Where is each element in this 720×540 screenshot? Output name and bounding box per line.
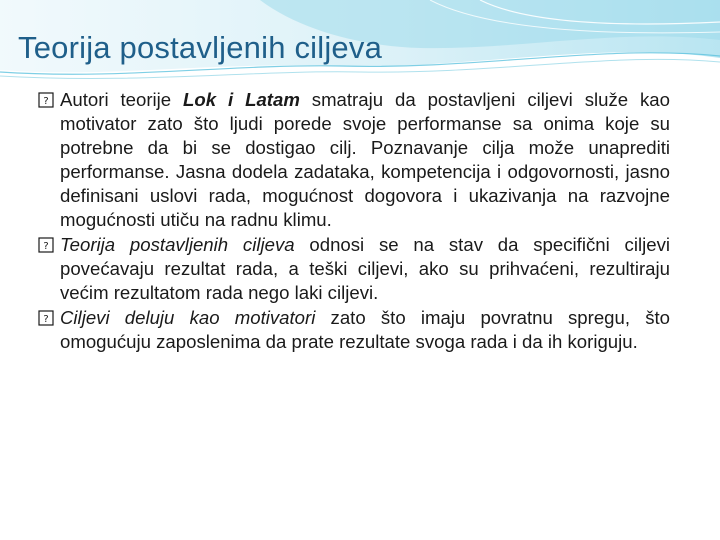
bullet-item	[38, 233, 670, 305]
svg-text:?: ?	[43, 314, 49, 325]
box-bullet-icon	[38, 237, 54, 253]
bullet-emphasis: Teorija postavljenih ciljeva	[60, 234, 295, 255]
bullet-emphasis: Lok i Latam	[183, 89, 300, 110]
bullet-item	[38, 88, 670, 232]
bullet-body-text: odnosi se na stav da specifični ciljevi povećavaju rezultat rada, a teški ciljevi, ako su prihvaćeni, rezultiraju većim rezultatom rada nego laki ciljevi.	[60, 234, 670, 303]
bullet-body-text: smatraju da postavljeni ciljevi služe kao motivator zato što ljudi porede svoje performanse sa onima koje su potrebne da bi se dostigao cilj. Poznavanje cilja može unaprediti performanse. Jasna dodela zadataka, kompetencija i odgovornosti, jasno definisani uslovi rada, mogućnost dogovora i ukazivanja na razvojne mogućnosti utiču na radnu klimu.	[60, 89, 670, 230]
box-bullet-icon	[38, 310, 54, 326]
box-bullet-icon	[38, 92, 54, 108]
bullet-list	[38, 88, 670, 355]
svg-text:?: ?	[43, 96, 49, 107]
bullet-emphasis: Ciljevi deluju kao motivatori	[60, 307, 316, 328]
bullet-body-text: zato što imaju povratnu spregu, što omogućuju zaposlenima da prate rezultate svoga rada i da ih koriguju.	[60, 307, 670, 352]
bullet-item	[38, 306, 670, 354]
slide-title: Teorija postavljenih ciljeva	[18, 30, 383, 65]
bullet-lead-text: Autori teorije	[60, 89, 184, 110]
svg-text:?: ?	[43, 241, 49, 252]
